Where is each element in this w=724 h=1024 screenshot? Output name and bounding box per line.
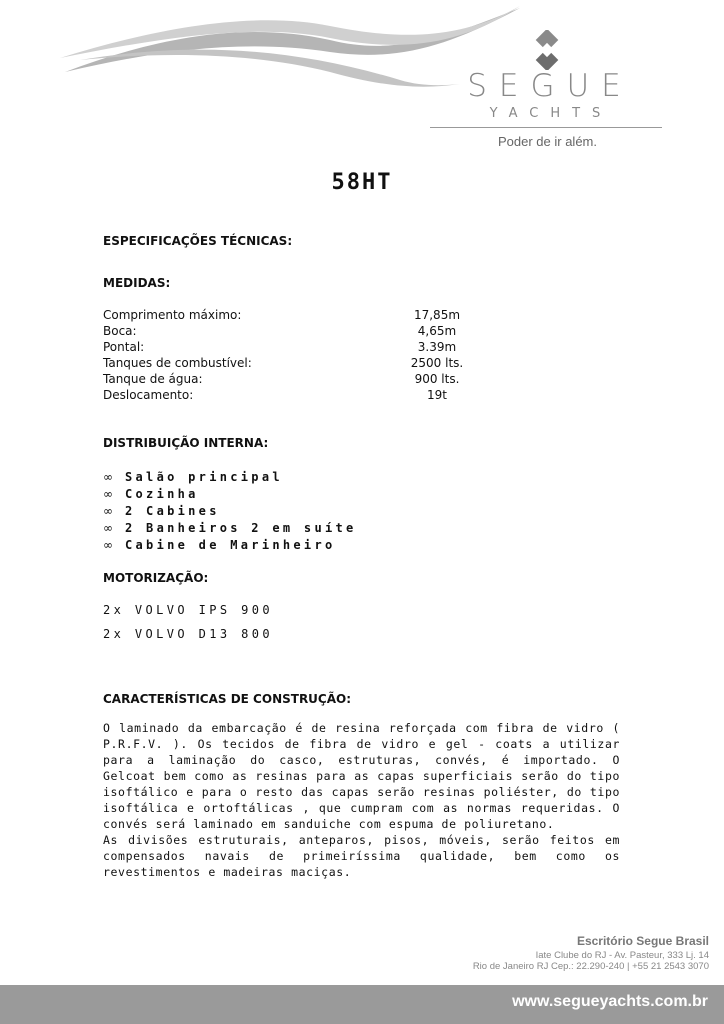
office-address [473,934,709,972]
list-item-text: Cabine de Marinheiro [125,538,336,552]
engine-item: 2x VOLVO IPS 900 [103,603,273,617]
spec-label: Tanques de combustível: [103,356,252,370]
engine-item: 2x VOLVO D13 800 [103,627,273,641]
spec-value: 2500 lts. [410,356,464,370]
spec-value: 900 lts. [414,372,460,386]
office-address-line: Rio de Janeiro RJ Cep.: 22.290-240 | +55 21 2543 3070 [472,961,709,972]
spec-label: Boca: [103,324,137,338]
layout-heading: DISTRIBUIÇÃO INTERNA: [103,436,269,450]
list-item-text: 2 Cabines [125,504,220,518]
office-title: Escritório Segue Brasil [576,934,709,948]
brand-name: SEGUE [467,68,633,104]
spec-label: Pontal: [103,340,145,354]
spec-row [103,308,503,324]
infinity-bullet-icon: ∞ [103,470,113,484]
spec-row [103,340,503,356]
spec-row [103,388,503,404]
construction-paragraph: As divisões estruturais, anteparos, pisos, móveis, serão feitos em compensados navais de primeiríssima qualidade, bem como os revestimentos e madeiras maciças. [103,833,620,879]
spec-row [103,324,503,340]
list-item-text: Cozinha [125,487,199,501]
spec-value: 3.39m [417,340,457,354]
brand-subtitle: YACHTS [489,106,613,121]
page-title: 58HT [331,170,393,195]
spec-value: 19t [427,388,447,402]
spec-label: Deslocamento: [103,388,194,402]
construction-paragraph: O laminado da embarcação é de resina reforçada com fibra de vidro ( P.R.F.V. ). Os tecidos de fibra de vidro e gel - coats a utilizar para a laminação do casco, estruturas, convés, é importado. O Gelcoat bem como as resinas para as capas superficiais serão do tipo isoftálico e para o resto das capas serão resinas poliéster, do tipo isoftálica e ortoftálicas , que cumpram com as normas requeridas. O convés será laminado em sanduiche com espuma de poliuretano. [103,721,620,831]
spec-label: Tanque de água: [103,372,203,386]
measures-heading: MEDIDAS: [103,276,171,290]
specs-heading: ESPECIFICAÇÕES TÉCNICAS: [103,234,293,248]
infinity-bullet-icon: ∞ [103,504,113,518]
construction-heading: CARACTERÍSTICAS DE CONSTRUÇÃO: [103,692,352,706]
spec-row [103,356,503,372]
spec-value: 17,85m [413,308,461,322]
infinity-bullet-icon: ∞ [103,521,113,535]
footer-bar [0,985,724,1024]
brand-tagline: Poder de ir além. [498,134,597,149]
list-item-text: Salão principal [125,470,283,484]
infinity-bullet-icon: ∞ [103,487,113,501]
construction-text [103,720,620,880]
segue-logo-icon [527,30,567,70]
brand-divider [430,127,662,128]
spec-label: Comprimento máximo: [103,308,242,322]
spec-row [103,372,503,388]
list-item-text: 2 Banheiros 2 em suíte [125,521,357,535]
engine-heading: MOTORIZAÇÃO: [103,571,209,585]
website-link[interactable]: www.segueyachts.com.br [512,993,708,1010]
infinity-bullet-icon: ∞ [103,538,113,552]
office-address-line: Iate Clube do RJ - Av. Pasteur, 333 Lj. 14 [535,950,709,961]
spec-value: 4,65m [417,324,457,338]
